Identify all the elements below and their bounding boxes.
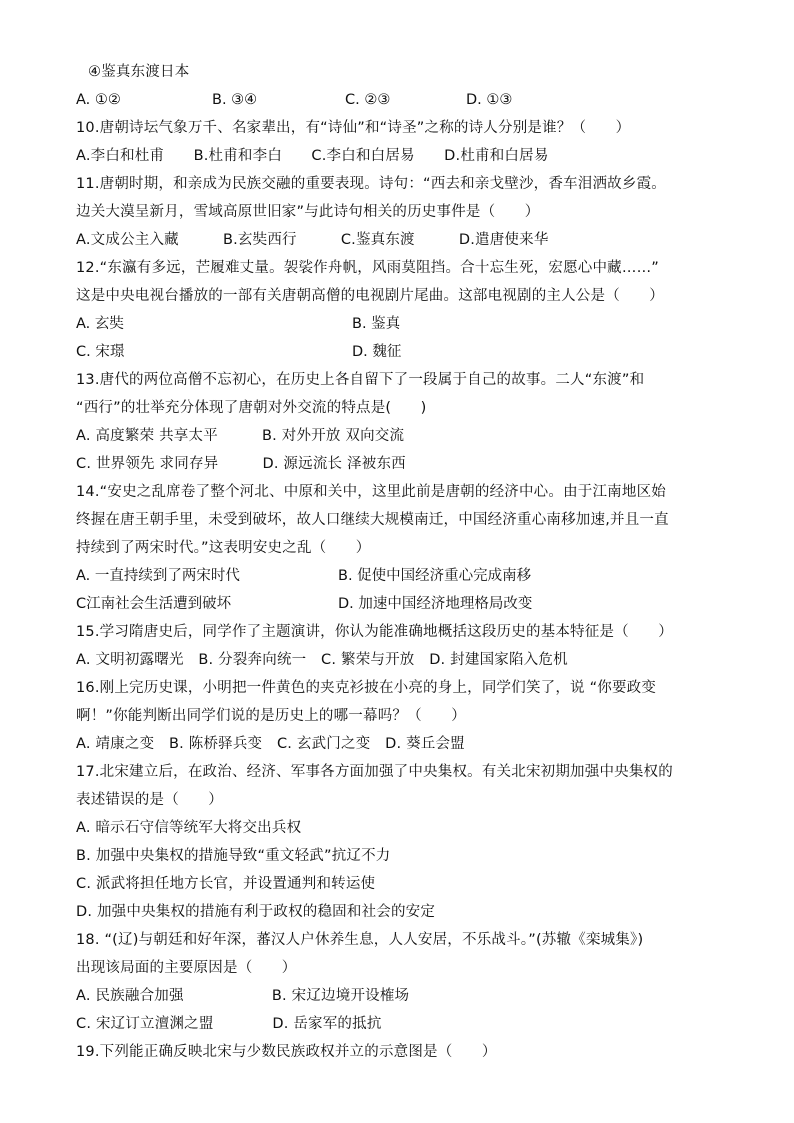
- question-18-options-cd: C. 宋辽订立澶渊之盟 D. 岳家军的抵抗: [76, 1016, 382, 1032]
- question-12-line-2: 这是中央电视台播放的一部有关唐朝高僧的电视剧片尾曲。这部电视剧的主人公是（ ）: [76, 288, 664, 304]
- q9-option-d: D. ①③: [466, 92, 513, 108]
- question-15: 15.学习隋唐史后，同学作了主题演讲，你认为能准确地概括这段历史的基本特征是（ ）: [76, 624, 673, 640]
- question-14-option-a: A. 一直持续到了两宋时代: [76, 568, 240, 584]
- question-14-option-d: D. 加速中国经济地理格局改变: [338, 596, 533, 612]
- question-12-line-1: 12.“东瀛有多远，芒履难丈量。袈裟作舟帆，风雨莫阻挡。合十忘生死，宏愿心中藏……”: [76, 260, 659, 276]
- question-16-line-1: 16.刚上完历史课，小明把一件黄色的夹克衫披在小亮的身上，同学们笑了，说 “你要政变: [76, 680, 657, 696]
- question-14-line-3: 持续到了两宋时代。”这表明安史之乱（ ）: [76, 540, 371, 556]
- question-13-line-1: 13.唐代的两位高僧不忘初心，在历史上各自留下了一段属于自己的故事。二人“东渡”和: [76, 372, 645, 388]
- question-15-options: A. 文明初露曙光 B. 分裂奔向统一 C. 繁荣与开放 D. 封建国家陷入危机: [76, 652, 568, 668]
- option-4-line: ④鉴真东渡日本: [88, 64, 190, 80]
- question-14-line-2: 终握在唐王朝手里，未受到破坏，故人口继续大规模南迁，中国经济重心南移加速,并且一直: [76, 512, 669, 528]
- q9-option-a: A. ①②: [76, 92, 121, 108]
- question-18-options-ab: A. 民族融合加强 B. 宋辽边境开设榷场: [76, 988, 410, 1004]
- q9-option-b: B. ③④: [212, 92, 258, 108]
- question-18-line-1: 18. “(辽)与朝廷和好年深，蕃汉人户休养生息，人人安居，不乐战斗。”(苏辙《栾城集》): [76, 932, 644, 948]
- question-12-option-d: D. 魏征: [352, 344, 402, 360]
- question-18-line-2: 出现该局面的主要原因是（ ）: [76, 960, 297, 976]
- question-11-line-1: 11.唐朝时期，和亲成为民族交融的重要表现。诗句：“西去和亲戈壁沙，香车泪洒故乡霞。: [76, 176, 666, 192]
- question-17-option-a: A. 暗示石守信等统军大将交出兵权: [76, 820, 302, 836]
- question-13-options-cd: C. 世界领先 求同存异 D. 源远流长 泽被东西: [76, 456, 406, 472]
- question-17-line-2: 表述错误的是（ ）: [76, 792, 223, 808]
- question-10: 10.唐朝诗坛气象万千、名家辈出，有“诗仙”和“诗圣”之称的诗人分别是谁？（ ）: [76, 120, 631, 136]
- question-14-option-b: B. 促使中国经济重心完成南移: [338, 568, 532, 584]
- question-17-line-1: 17.北宋建立后，在政治、经济、军事各方面加强了中央集权。有关北宋初期加强中央集权的: [76, 764, 673, 780]
- question-19: 19.下列能正确反映北宋与少数民族政权并立的示意图是（ ）: [76, 1044, 497, 1060]
- question-13-line-2: “西行”的壮举充分体现了唐朝对外交流的特点是( ): [76, 400, 427, 416]
- question-17-option-b: B. 加强中央集权的措施导致“重文轻武”抗辽不力: [76, 848, 391, 864]
- question-14-line-1: 14.“安史之乱席卷了整个河北、中原和关中，这里此前是唐朝的经济中心。由于江南地区始: [76, 484, 666, 500]
- question-10-options: A.李白和杜甫 B.杜甫和李白 C.李白和白居易 D.杜甫和白居易: [76, 148, 549, 164]
- question-16-line-2: 啊！”你能判断出同学们说的是历史上的哪一幕吗？（ ）: [76, 708, 466, 724]
- question-17-option-c: C. 派武将担任地方长官，并设置通判和转运使: [76, 876, 376, 892]
- q9-option-c: C. ②③: [345, 92, 391, 108]
- question-12-option-c: C. 宋璟: [76, 344, 125, 360]
- question-14-option-c: C江南社会生活遭到破坏: [76, 596, 232, 612]
- question-17-option-d: D. 加强中央集权的措施有利于政权的稳固和社会的安定: [76, 904, 436, 920]
- question-12-option-a: A. 玄奘: [76, 316, 124, 332]
- question-12-option-b: B. 鉴真: [352, 316, 401, 332]
- question-13-options-ab: A. 高度繁荣 共享太平 B. 对外开放 双向交流: [76, 428, 405, 444]
- question-11-options: A.文成公主入藏 B.玄奘西行 C.鉴真东渡 D.遣唐使来华: [76, 232, 549, 248]
- question-16-options: A. 靖康之变 B. 陈桥驿兵变 C. 玄武门之变 D. 葵丘会盟: [76, 736, 465, 752]
- question-11-line-2: 边关大漠呈新月，雪域高原世旧家”与此诗句相关的历史事件是（ ）: [76, 204, 540, 220]
